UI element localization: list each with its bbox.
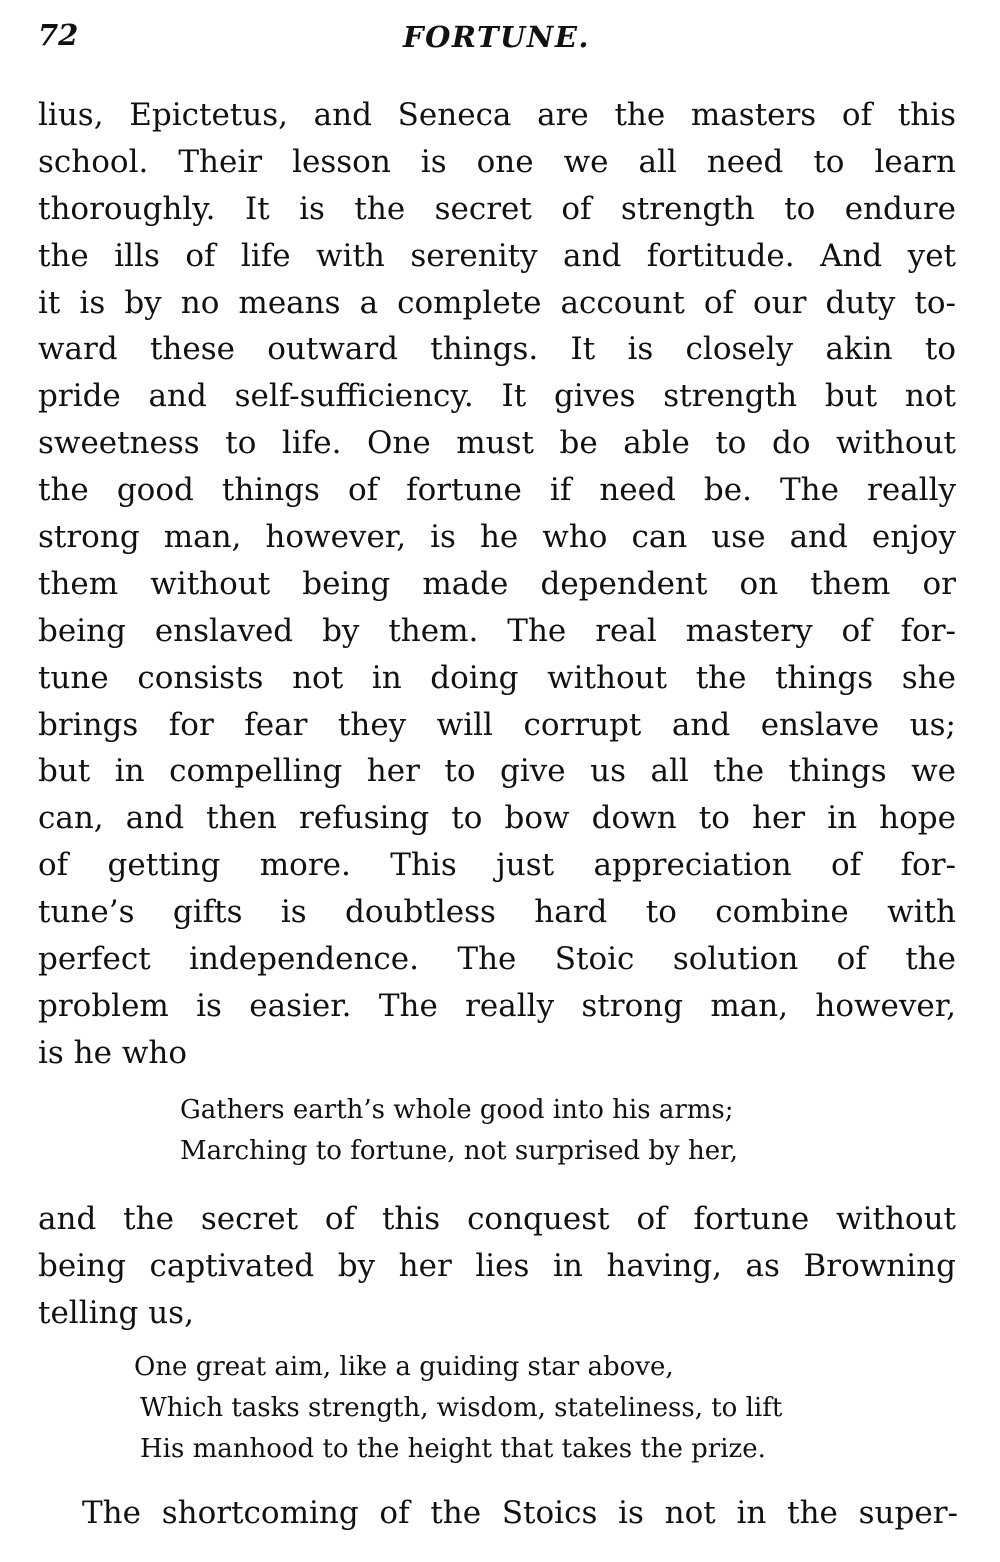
verse-line: Marching to fortune, not surprised by her, <box>180 1136 738 1166</box>
paragraph-shortcoming-of-stoics <box>82 1490 958 1537</box>
text-line: The shortcoming of the Stoics is not in the super- <box>82 1495 958 1531</box>
verse-line: Gathers earth’s whole good into his arms; <box>180 1095 734 1125</box>
text-line: pride and self-sufficiency. It gives strength but not <box>38 378 956 415</box>
text-line: school. Their lesson is one we all need to learn <box>38 143 956 180</box>
text-line: strong man, however, is he who can use and enjoy <box>38 519 956 556</box>
text-line: thoroughly. It is the secret of strength to endure <box>38 190 956 227</box>
paragraph-stoic-lesson <box>38 92 956 1077</box>
verse-line: His manhood to the height that takes the prize. <box>140 1434 766 1464</box>
text-line: the ills of life with serenity and fortitude. And yet <box>38 237 956 274</box>
text-line: and the secret of this conquest of fortune without <box>38 1201 956 1237</box>
text-line: being captivated by her lies in having, as Browning <box>38 1247 956 1284</box>
text-line: but in compelling her to give us all the things we <box>38 753 956 790</box>
verse-quotation-browning <box>134 1347 782 1470</box>
text-line: perfect independence. The Stoic solution of the <box>38 941 956 978</box>
verse-line: One great aim, like a guiding star above, <box>134 1352 674 1382</box>
text-line: the good things of fortune if need be. The really <box>38 472 956 509</box>
text-line: can, and then refusing to bow down to her in hope <box>38 800 956 837</box>
text-line: it is by no means a complete account of our duty to- <box>38 284 956 321</box>
text-line: of getting more. This just appreciation of for- <box>38 847 956 884</box>
text-line: lius, Epictetus, and Seneca are the masters of this <box>38 97 956 133</box>
text-line: brings for fear they will corrupt and enslave us; <box>38 706 956 743</box>
text-line: sweetness to life. One must be able to do without <box>38 425 956 462</box>
text-line: telling us, <box>38 1294 194 1331</box>
verse-line: Which tasks strength, wisdom, stateliness, to lift <box>140 1393 783 1423</box>
running-title: FORTUNE. <box>403 20 591 54</box>
verse-quotation-1 <box>180 1090 738 1172</box>
text-line: being enslaved by them. The real mastery of for- <box>38 612 956 649</box>
text-line: ward these outward things. It is closely akin to <box>38 331 956 368</box>
text-line: tune’s gifts is doubtless hard to combine with <box>38 894 956 931</box>
text-line: problem is easier. The really strong man, however, <box>38 987 956 1024</box>
text-line: tune consists not in doing without the things she <box>38 659 956 696</box>
text-line: them without being made dependent on them or <box>38 565 956 602</box>
paragraph-conquest-of-fortune <box>38 1196 956 1337</box>
text-line: is he who <box>38 1034 188 1071</box>
page-number: 72 <box>38 18 79 52</box>
page-header <box>38 18 958 68</box>
